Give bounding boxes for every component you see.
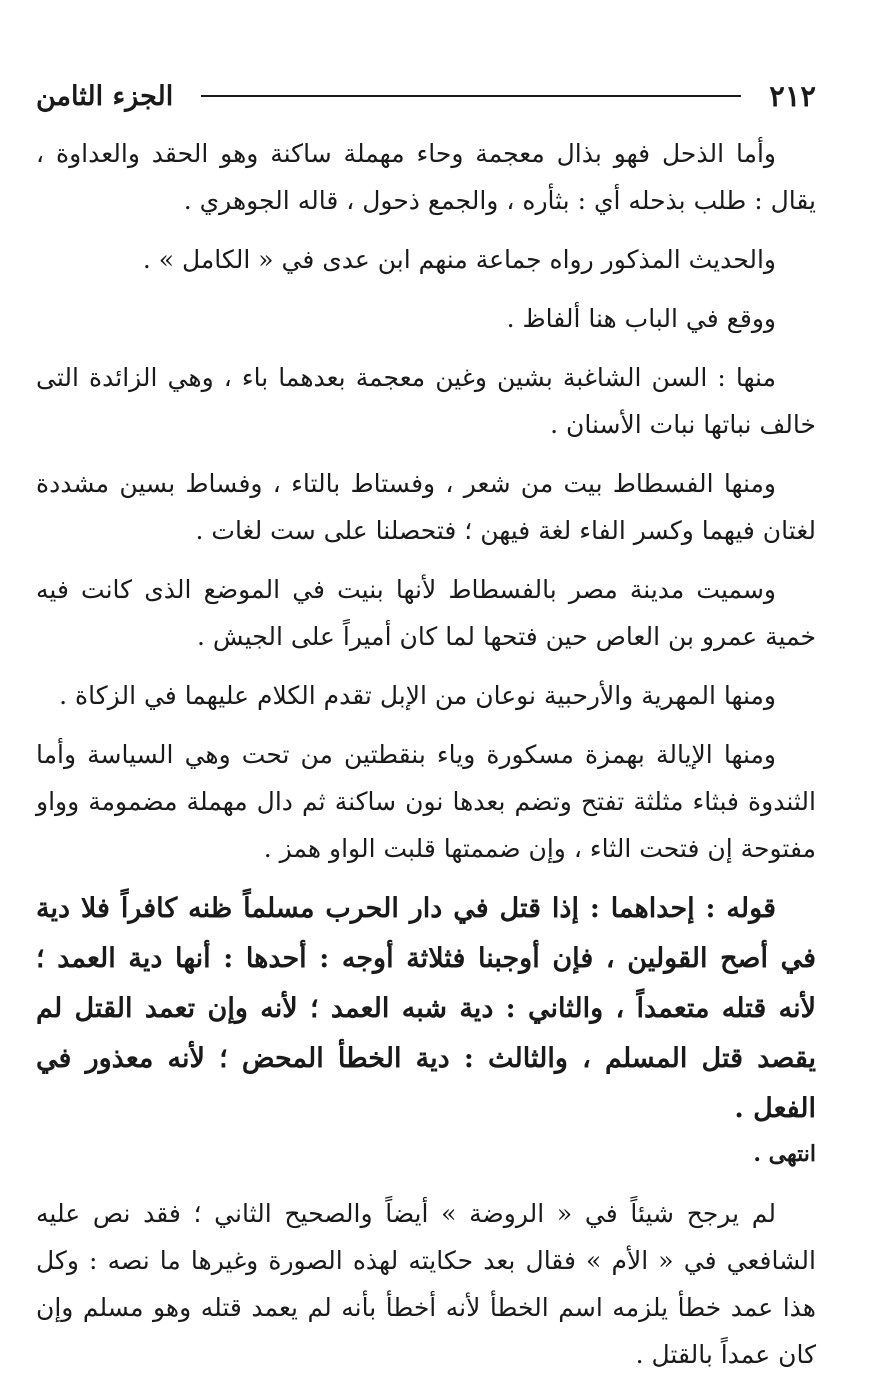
- page-number: ٢١٢: [769, 79, 816, 113]
- quote-end-marker: انتهى .: [753, 1141, 816, 1167]
- paragraph-hadith-ibn-adi: والحديث المذكور رواه جماعة منهم ابن عدى في « الكامل » .: [142, 245, 776, 274]
- page-header: [36, 72, 816, 120]
- paragraph-dhahl: وأما الذحل فهو بذال معجمة وحاء مهملة ساكنة وهو الحقد والعداوة ، يقال : طلب بذحله أي : بثأره ، والجمع ذحول ، قاله الجوهري .: [36, 139, 816, 215]
- paragraph-fustat: ومنها الفسطاط بيت من شعر ، وفستاط بالتاء ، وفساط بسين مشددة لغتان فيهما وكسر الفاء لغة فيهن ؛ فتحصلنا على ست لغات .: [36, 469, 816, 545]
- paragraph-iyala: ومنها الإيالة بهمزة مسكورة وياء بنقطتين من تحت وهي السياسة وأما الثندوة فبثاء مثلثة تفتح وتضم بعدها نون ساكنة ثم دال مهملة مضمومة وواو مفتوحة إن فتحت الثاء ، وإن ضممتها قلبت الواو همز .: [36, 740, 816, 863]
- book-page: [36, 72, 816, 1390]
- header-rule: [201, 95, 741, 97]
- paragraph-commentary: لم يرجح شيئاً في « الروضة » أيضاً والصحيح الثاني ؛ فقد نص عليه الشافعي في « الأم » فقال بعد حكايته لهذه الصورة وغيرها ما نصه : وكل هذا عمد خطأ يلزمه اسم الخطأ لأنه أخطأ بأنه لم يعمد قتله وهو مسلم وإن كان عمداً بالقتل .: [36, 1199, 816, 1369]
- quoted-matn: قوله : إحداهما : إذا قتل في دار الحرب مسلماً ظنه كافراً فلا دية في أصح القولين ، فإن أوجبنا فثلاثة أوجه : أحدها : أنها دية العمد ؛ لأنه قتله متعمداً ، والثاني : دية شبه العمد ؛ لأنه وإن تعمد القتل لم يقصد قتل المسلم ، والثالث : دية الخطأ المحض ؛ لأنه معذور في الفعل .: [36, 893, 816, 1124]
- paragraph-alfaz: ووقع في الباب هنا ألفاظ .: [506, 304, 776, 333]
- paragraph-mahriya: ومنها المهرية والأرحبية نوعان من الإبل تقدم الكلام عليهما في الزكاة .: [59, 681, 776, 710]
- running-title: الجزء الثامن: [36, 80, 174, 112]
- paragraph-shaghiba: منها : السن الشاغبة بشين وغين معجمة بعدهما باء ، وهي الزائدة التى خالف نباتها نبات الأسنان .: [36, 363, 816, 439]
- paragraph-misr: وسميت مدينة مصر بالفسطاط لأنها بنيت في الموضع الذى كانت فيه خمية عمرو بن العاص حين فتحها لما كان أميراً على الجيش .: [36, 575, 816, 651]
